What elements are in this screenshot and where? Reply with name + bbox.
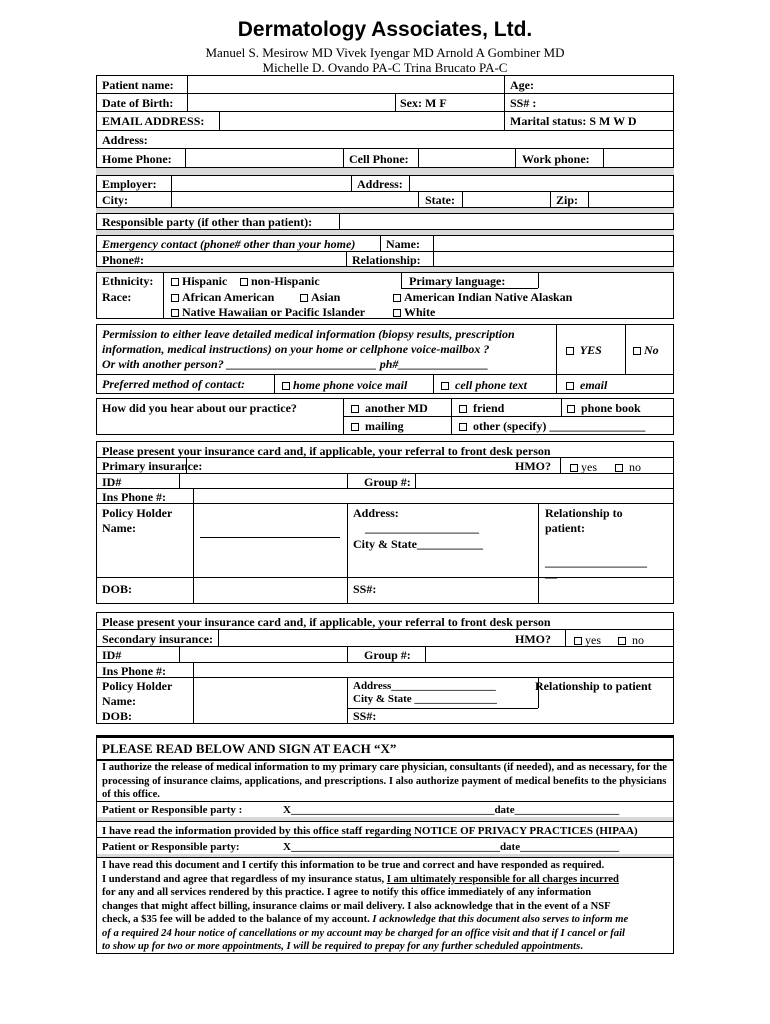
secondary-ssn-label: SS#: (353, 709, 377, 723)
secondary-hmo-label: HMO? (515, 632, 551, 646)
emergency-phone-label: Phone#: (102, 253, 144, 267)
checkbox-icon (566, 382, 574, 390)
race-label: Race: (102, 290, 132, 304)
signature-party-label-2: Patient or Responsible party: (102, 841, 240, 853)
secondary-insurance-label: Secondary insurance: (102, 632, 213, 646)
email-field[interactable] (220, 112, 504, 129)
referral-question: How did you hear about our practice? (102, 401, 297, 415)
checkbox-icon (171, 278, 179, 286)
zip-label: Zip: (556, 193, 579, 207)
secondary-id-label: ID# (102, 648, 122, 662)
signature-party-label-1: Patient or Responsible party : (102, 804, 243, 816)
checkbox-icon (633, 347, 641, 355)
signature-line-1[interactable]: X_____________________________________date___________________ (283, 804, 620, 816)
checkbox-icon (171, 309, 179, 317)
cell-phone-label: Cell Phone: (349, 152, 409, 166)
work-phone-label: Work phone: (522, 152, 590, 166)
certification-text: I have read this document and I certify this information to be true and correct and have responded as required. I understand and agree that regardless of my insurance status, I am ultimately responsible for all charges incurred for any and all services rendered by this practice. I agree to notify this office immediately of any information changes that might affect billing, insurance claims or mail delivery. I also acknowledge that in the event of a NSF check, a $35 fee will be added to the balance of my account. I acknowledge that this document also serves to inform me of a required 24 hour notice of cancellations or my account may be charged for an office visit and that if I cancel or fail to show up for two or more appointments, I will be required to prepay for any further scheduled appointments. (102, 860, 629, 952)
responsible-party-label: Responsible party (if other than patient): (102, 215, 313, 229)
checkbox-icon (567, 405, 575, 413)
marital-status-label: Marital status: S M W D (510, 114, 637, 128)
checkbox-icon (618, 637, 626, 645)
checkbox-icon (351, 423, 359, 431)
other-option[interactable]: other (specify) ________________ (459, 419, 645, 433)
age-label: Age: (510, 78, 534, 92)
secondary-group-label: Group #: (364, 648, 411, 662)
mailing-option[interactable]: mailing (351, 419, 404, 433)
checkbox-icon (459, 423, 467, 431)
checkbox-icon (351, 405, 359, 413)
checkbox-icon (282, 382, 290, 390)
checkbox-icon (171, 294, 179, 302)
patient-name-label: Patient name: (102, 78, 174, 92)
permission-text-2: information, medical instructions) on your home or cellphone voice-mailbox ? (102, 342, 490, 356)
primary-address-label: Address: (353, 506, 399, 520)
secondary-insurance-notice: Please present your insurance card and, if applicable, your referral to front desk person (102, 615, 551, 629)
privacy-notice-text: I have read the information provided by this office staff regarding NOTICE OF PRIVACY PRACTICES (HIPAA) (102, 825, 638, 837)
emergency-contact-label: Emergency contact (phone# other than your home) (102, 237, 356, 251)
permission-text-1: Permission to either leave detailed medical information (biopsy results, prescription (102, 327, 515, 341)
ssn-label: SS# : (510, 96, 537, 110)
secondary-policy-holder-name-label: Name: (102, 694, 136, 708)
primary-language-label: Primary language: (409, 274, 506, 288)
checkbox-icon (566, 347, 574, 355)
employer-address-label: Address: (357, 177, 403, 191)
page-title: Dermatology Associates, Ltd. (237, 18, 533, 41)
primary-insurance-notice: Please present your insurance card and, if applicable, your referral to front desk person (102, 444, 551, 458)
primary-dob-label: DOB: (102, 582, 132, 596)
primary-insurance-label: Primary insurance: (102, 459, 203, 473)
email-label: EMAIL ADDRESS: (102, 114, 205, 128)
home-phone-label: Home Phone: (102, 152, 172, 166)
native-hawaiian-option[interactable]: Native Hawaiian or Pacific Islander (171, 305, 365, 319)
primary-address-line: ___________________ (365, 521, 479, 535)
authorization-text: I authorize the release of medical information to my primary care physician, consultants (if needed), and as necessary, for the processing of insurance claims, applications, and prescriptions. I also authorize payment of medical benefits to the physicians of this office. (102, 762, 667, 800)
secondary-city-state-label: City & State _______________ (353, 693, 497, 705)
primary-policy-holder-label: Policy Holder (102, 506, 173, 520)
checkbox-icon (300, 294, 308, 302)
checkbox-icon (441, 382, 449, 390)
dob-label: Date of Birth: (102, 96, 174, 110)
checkbox-icon (615, 464, 623, 472)
sex-label: Sex: M F (400, 96, 447, 110)
primary-hmo-yes-option[interactable]: yes (570, 460, 597, 474)
cell-text-option[interactable]: cell phone text (441, 378, 527, 392)
white-option[interactable]: White (393, 305, 435, 319)
city-label: City: (102, 193, 128, 207)
state-label: State: (425, 193, 455, 207)
primary-city-state-label: City & State___________ (353, 537, 483, 551)
primary-policy-holder-name-label: Name: (102, 521, 136, 535)
preferred-contact-label: Preferred method of contact: (102, 377, 245, 391)
dob-field[interactable] (188, 94, 395, 111)
signature-line-2[interactable]: X______________________________________date__________________ (283, 841, 620, 853)
primary-ssn-label: SS#: (353, 582, 377, 596)
checkbox-icon (570, 464, 578, 472)
permission-no-option[interactable]: No (633, 343, 659, 357)
primary-hmo-label: HMO? (515, 459, 551, 473)
phone-book-option[interactable]: phone book (567, 401, 641, 415)
non-hispanic-option[interactable]: non-Hispanic (240, 274, 320, 288)
secondary-hmo-yes-option[interactable]: yes (574, 633, 601, 647)
secondary-dob-label: DOB: (102, 709, 132, 723)
primary-relationship-line-2: __ (545, 566, 557, 580)
secondary-ins-phone-label: Ins Phone #: (102, 664, 167, 678)
emergency-name-label: Name: (386, 237, 420, 251)
ethnicity-label: Ethnicity: (102, 274, 154, 288)
american-indian-option[interactable]: American Indian Native Alaskan (393, 290, 572, 304)
patient-name-field[interactable] (188, 76, 504, 93)
checkbox-icon (574, 637, 582, 645)
another-md-option[interactable]: another MD (351, 401, 428, 415)
secondary-hmo-no-option[interactable]: no (618, 633, 644, 647)
permission-yes-option[interactable]: YES (566, 343, 602, 357)
african-american-option[interactable]: African American (171, 290, 274, 304)
relationship-label: Relationship: (352, 253, 421, 267)
providers-line-1: Manuel S. Mesirow MD Vivek Iyengar MD Arnold A Gombiner MD (205, 45, 565, 60)
primary-id-label: ID# (102, 475, 122, 489)
primary-group-label: Group #: (364, 475, 411, 489)
checkbox-icon (459, 405, 467, 413)
primary-relationship-line-1: _________________ (545, 555, 647, 569)
employer-label: Employer: (102, 177, 157, 191)
secondary-address-label: Address___________________ (353, 680, 496, 692)
providers-line-2: Michelle D. Ovando PA-C Trina Brucato PA-C (262, 60, 508, 75)
friend-option[interactable]: friend (459, 401, 504, 415)
sign-heading: PLEASE READ BELOW AND SIGN AT EACH “X” (102, 741, 397, 756)
address-label: Address: (102, 133, 148, 147)
asian-option[interactable]: Asian (300, 290, 340, 304)
checkbox-icon (393, 294, 401, 302)
hispanic-option[interactable]: Hispanic (171, 274, 227, 288)
email-contact-option[interactable]: email (566, 378, 607, 392)
primary-relationship-label: Relationship to (545, 506, 623, 520)
secondary-policy-holder-label: Policy Holder (102, 679, 173, 693)
primary-relationship-patient-label: patient: (545, 521, 585, 535)
checkbox-icon (393, 309, 401, 317)
home-voice-mail-option[interactable]: home phone voice mail (282, 378, 407, 392)
secondary-relationship-label: Relationship to patient (535, 679, 652, 693)
primary-hmo-no-option[interactable]: no (615, 460, 641, 474)
permission-text-3: Or with another person? _________________________ ph#_______________ (102, 357, 489, 371)
primary-ins-phone-label: Ins Phone #: (102, 490, 167, 504)
checkbox-icon (240, 278, 248, 286)
